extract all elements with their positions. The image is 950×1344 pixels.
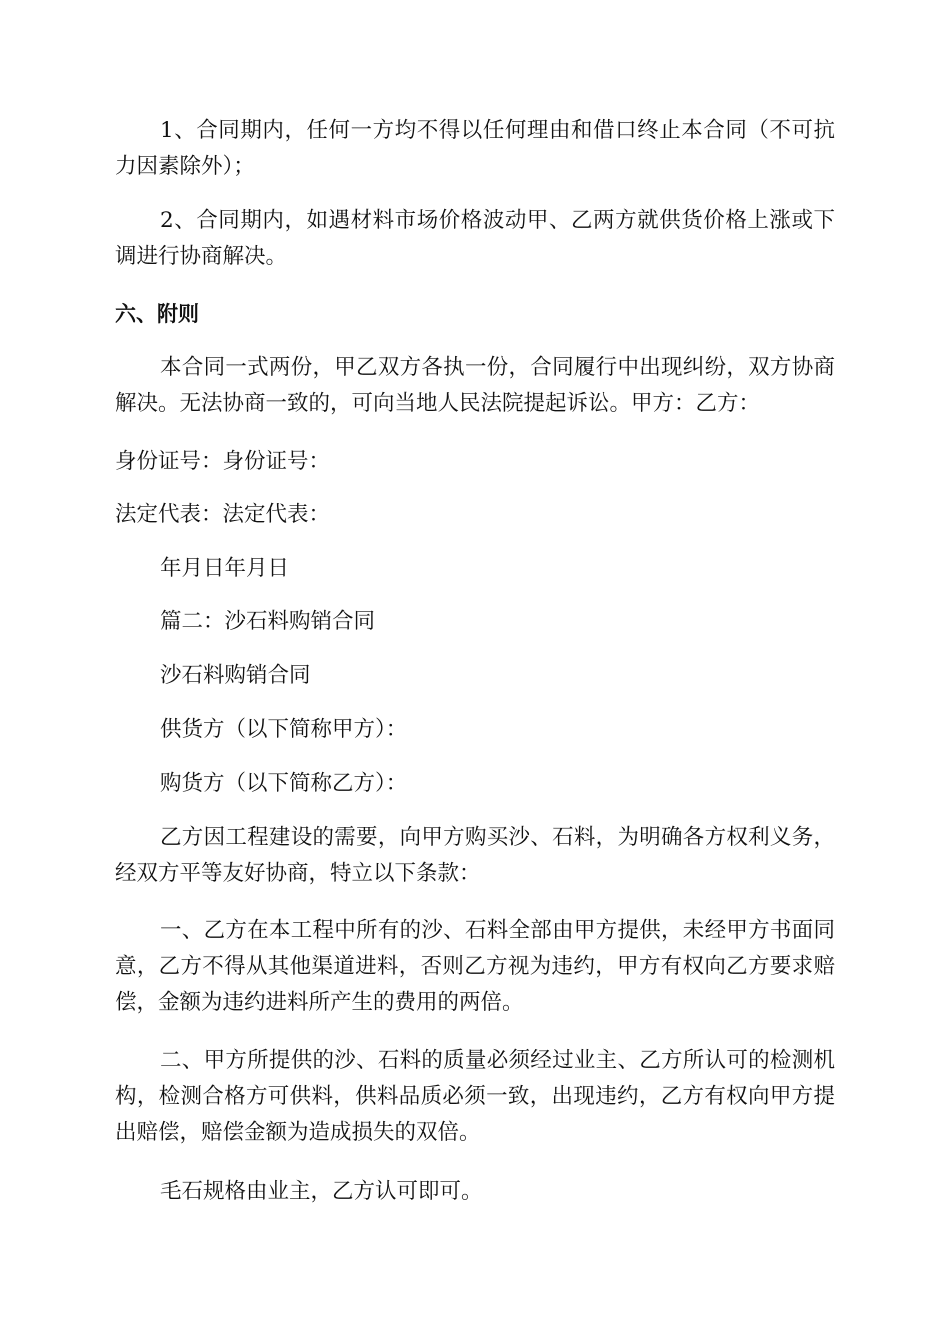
id-number-line: 身份证号：身份证号： (115, 449, 331, 474)
purchaser-line: 购货方（以下简称乙方）： (160, 771, 408, 796)
article-one-paragraph: 一、乙方在本工程中所有的沙、石料全部由甲方提供，未经甲方书面同意，乙方不得从其他渠道进料，否则乙方视为违约，甲方有权向乙方要求赔偿，金额为违约进料所产生的费用的两倍。 (115, 918, 835, 1015)
section-heading-appendix: 六、附则 (115, 302, 199, 326)
clause-1-paragraph: 1、合同期内，任何一方均不得以任何理由和借口终止本合同（不可抗力因素除外）； (115, 118, 835, 179)
article-two-paragraph: 二、甲方所提供的沙、石料的质量必须经过业主、乙方所认可的检测机构，检测合格方可供料，供料品质必须一致，出现违约，乙方有权向甲方提出赔偿，赔偿金额为造成损失的双倍。 (115, 1048, 835, 1145)
preamble-paragraph: 乙方因工程建设的需要，向甲方购买沙、石料，为明确各方权利义务，经双方平等友好协商，特立以下条款： (115, 825, 835, 886)
supplier-line: 供货方（以下简称甲方）： (160, 717, 408, 742)
part-two-title: 篇二：沙石料购销合同 (160, 609, 376, 634)
rubble-spec-paragraph: 毛石规格由业主，乙方认可即可。 (160, 1179, 483, 1204)
legal-representative-line: 法定代表：法定代表： (115, 502, 331, 527)
clause-2-paragraph: 2、合同期内，如遇材料市场价格波动甲、乙两方就供货价格上涨或下调进行协商解决。 (115, 208, 835, 269)
contract-title: 沙石料购销合同 (160, 663, 311, 688)
appendix-paragraph: 本合同一式两份，甲乙双方各执一份，合同履行中出现纠纷，双方协商解决。无法协商一致的，可向当地人民法院提起诉讼。甲方：乙方： (115, 355, 835, 416)
date-line: 年月日年月日 (160, 556, 290, 581)
